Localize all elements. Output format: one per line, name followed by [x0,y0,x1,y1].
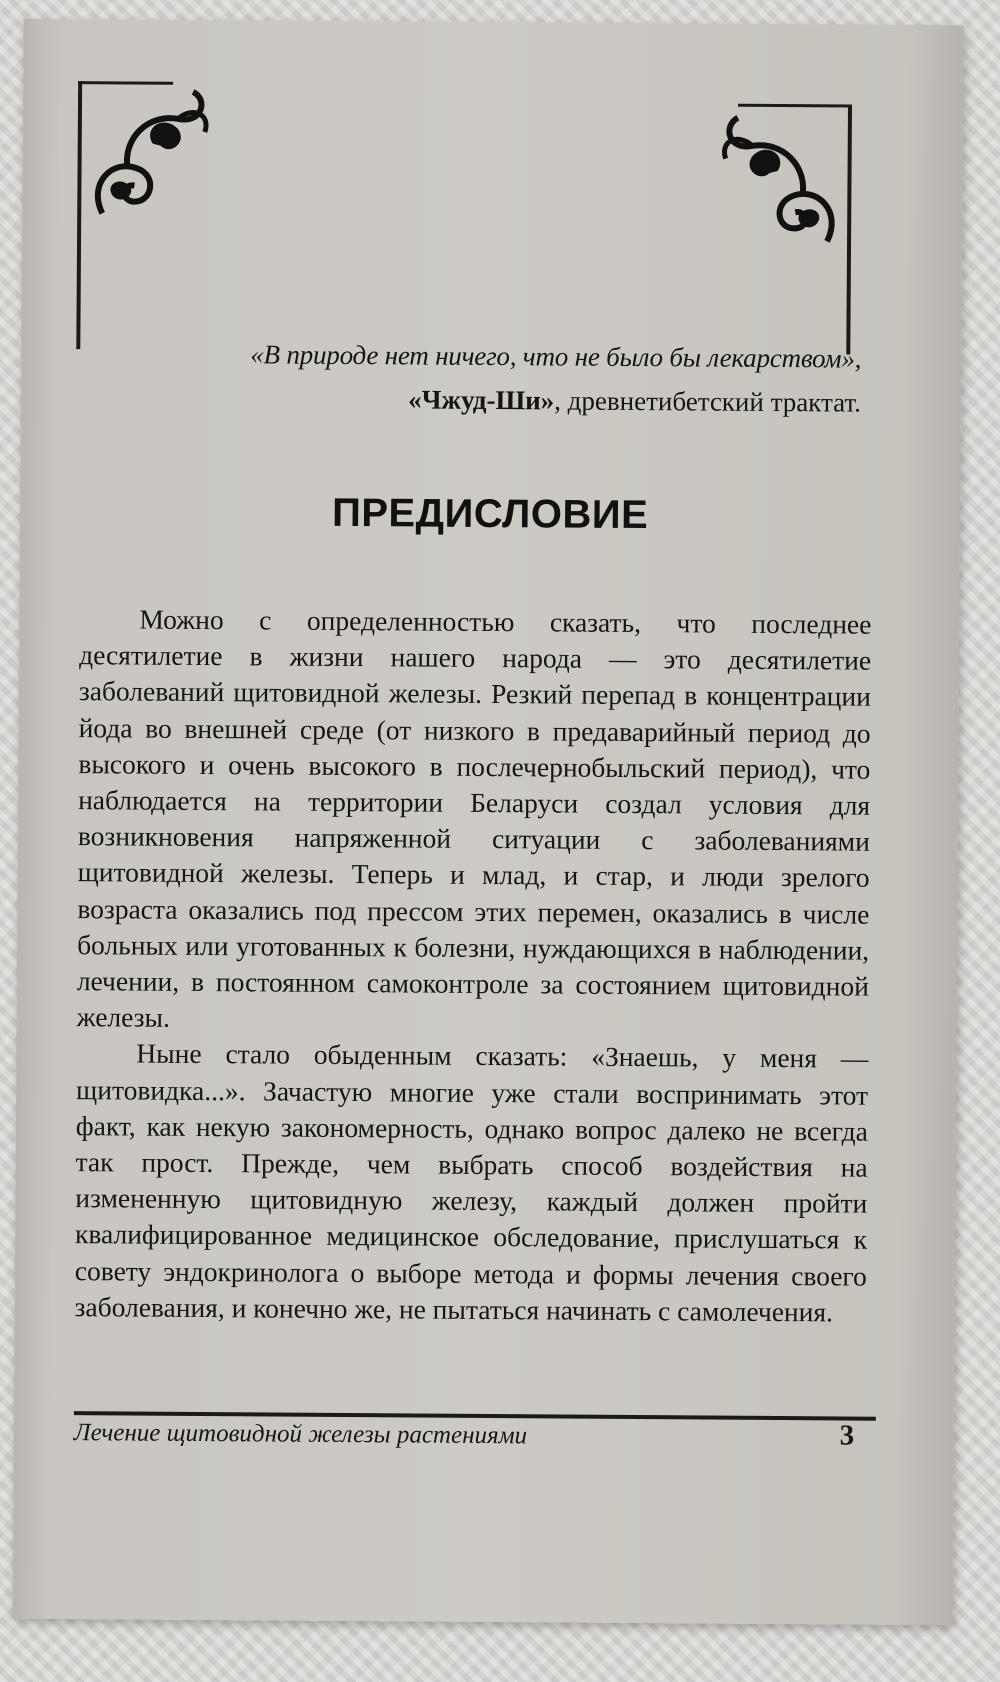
body-text [74,601,871,1331]
epigraph-source [250,376,861,424]
paragraph: Ныне стало обыденным сказать: «Знаешь, у меня — щитовидка...». Зачастую многие уже стали воспринимать этот факт, как некую закономерность, однако вопрос далеко не всегда так прост. Прежде, чем выбрать способ воздействия на измененную щитовидную железу, каждый должен пройти квалифицированное медицинское обследование, прислушаться к совету эндокринолога о выборе метода и формы лечения своего заболевания, и конечно же, не пытаться начинать с самолечения. [74,1037,869,1328]
footer-book-title: Лечение щитовидной железы растениями [73,1419,528,1450]
chapter-heading: ПРЕДИСЛОВИЕ [331,490,649,538]
page-number: 3 [839,1419,855,1452]
ornament-top-right-icon [712,106,848,257]
epigraph-source-rest: , древнетибетский трактат. [554,385,862,418]
epigraph [250,332,862,424]
paragraph: Можно с определенностью сказать, что последнее десятилетие в жизни нашего народа — это десятилетие заболеваний щитовидной железы. Резкий перепад в концентрации йода во внешней среде (от низкого в предаварийный период до высокого и очень высокого в послечернобыльский период), что наблюдается на территории Беларуси создал условия для возникновения напряженной ситуации с заболеваниями щитовидной железы. Теперь и млад, и стар, и люди зрелого возраста оказались под прессом этих перемен, оказались в числе больных или уготованных к болезни, нуждающихся в наблюдении, лечении, в постоянном самоконтроле за состоянием щитовидной железы. [76,603,872,1034]
epigraph-quote: «В природе нет ничего, что не было бы лекарством», [250,339,862,374]
ornament-top-left-icon [82,83,223,234]
book-page [12,19,963,1626]
epigraph-source-title: «Чжуд-Ши» [408,384,555,416]
